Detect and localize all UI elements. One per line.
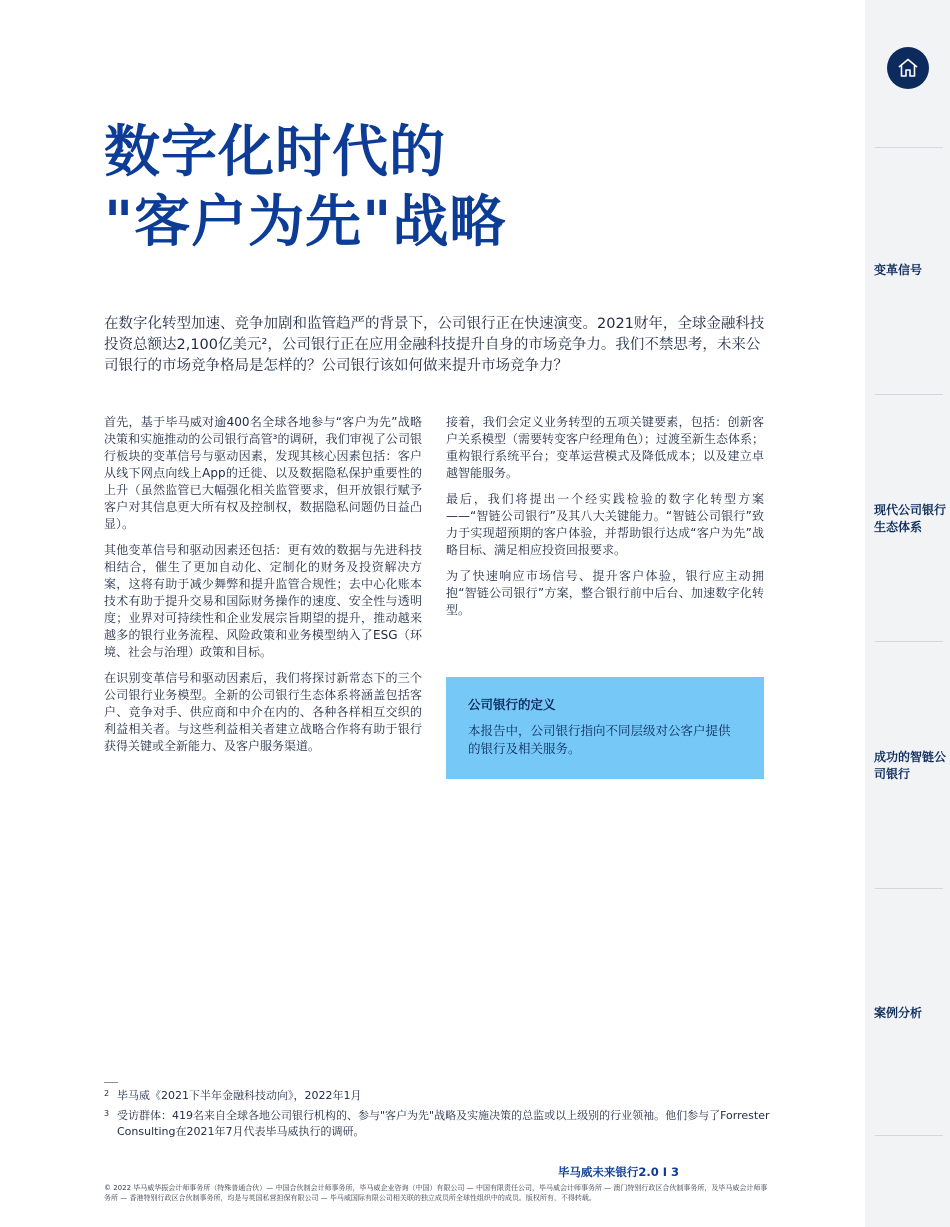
sidebar-divider bbox=[875, 147, 943, 148]
footnote-text: 受访群体：419名来自全球各地公司银行机构的、参与"客户为先"战略及实施决策的总监或以上级别的行业领袖。他们参与了Forrester Consulting在2021年7月代表毕马威执行的调研。 bbox=[117, 1109, 770, 1138]
footnote-number: 2 bbox=[104, 1089, 110, 1098]
copyright-notice: © 2022 毕马威华振会计师事务所（特殊普通合伙）— 中国合伙制会计师事务所，毕马威企业咨询（中国）有限公司 — 中国有限责任公司，毕马威会计师事务所 — 澳门特别行政区合伙制事务所，及毕马威会计师事务所 — 香港特别行政区合伙制事务所，均是与英国私营担保有限公司 — 毕马威国际有限公司相关联的独立成员所全球性组织中的成员。版权所有，不得转载。 bbox=[104, 1184, 768, 1202]
right-paragraph-2: 最后，我们将提出一个经实践检验的数字化转型方案——“智链公司银行”及其八大关键能力。“智链公司银行”致力于实现超预期的客户体验，并帮助银行达成“客户为先”战略目标、满足相应投资回报要求。 bbox=[446, 492, 764, 557]
sidebar-divider bbox=[875, 394, 943, 395]
sidebar-divider bbox=[875, 641, 943, 642]
definition-title: 公司银行的定义 bbox=[468, 697, 556, 712]
page-number-label: 毕马威未来银行2.0 I 3 bbox=[557, 1165, 679, 1179]
sidebar-item-case-studies[interactable]: 案例分析 bbox=[874, 1006, 923, 1020]
home-button[interactable] bbox=[887, 47, 929, 89]
intro-paragraph: 在数字化转型加速、竞争加剧和监管趋严的背景下，公司银行正在快速演变。2021财年，全球金融科技投资总额达2,100亿美元²，公司银行正在应用金融科技提升自身的市场竞争力。我们不禁思考，未来公司银行的市场竞争格局是怎样的？公司银行该如何做来提升市场竞争力？ bbox=[104, 316, 765, 374]
right-paragraph-3: 为了快速响应市场信号、提升客户体验，银行应主动拥抱“智链公司银行”方案，整合银行前中后台、加速数字化转型。 bbox=[446, 569, 764, 617]
definition-body: 本报告中，公司银行指向不同层级对公客户提供的银行及相关服务。 bbox=[468, 723, 731, 756]
page-title bbox=[104, 118, 804, 258]
sidebar-item-ecosystem[interactable]: 现代公司银行生态体系 bbox=[874, 503, 947, 534]
right-column bbox=[446, 414, 764, 628]
sidebar-item-connected-banking[interactable]: 成功的智链公司银行 bbox=[874, 750, 947, 781]
footnote-3 bbox=[104, 1108, 770, 1140]
sidebar-nav bbox=[865, 0, 950, 1227]
left-paragraph-3: 在识别变革信号和驱动因素后，我们将探讨新常态下的三个公司银行业务模型。全新的公司银行生态体系将涵盖包括客户、竞争对手、供应商和中介在内的、各种各样相互交织的利益相关者。与这些利益相关者建立战略合作将有助于银行获得关键或全新能力、及客户服务渠道。 bbox=[104, 671, 422, 753]
left-column bbox=[104, 414, 422, 764]
page-title-line1: 数字化时代的 bbox=[104, 120, 446, 185]
footnote-divider bbox=[104, 1082, 118, 1083]
sidebar-divider bbox=[875, 1135, 943, 1136]
footnote-text: 毕马威《2021下半年金融科技动向》，2022年1月 bbox=[117, 1089, 362, 1102]
left-paragraph-2: 其他变革信号和驱动因素还包括：更有效的数据与先进科技相结合，催生了更加自动化、定制化的财务及投资解决方案，这将有助于减少舞弊和提升监管合规性；去中心化账本技术有助于提升交易和国际财务操作的速度、安全性与透明度；业界对可持续性和企业发展宗旨期望的提升，推动越来越多的银行业务流程、风险政策和业务模型纳入了ESG（环境、社会与治理）政策和目标。 bbox=[104, 543, 422, 659]
footnote-2 bbox=[104, 1088, 770, 1104]
page-title-line2: "客户为先"战略 bbox=[104, 190, 507, 255]
home-icon bbox=[896, 56, 920, 80]
sidebar-divider bbox=[875, 888, 943, 889]
footnote-number: 3 bbox=[104, 1109, 110, 1118]
definition-box bbox=[446, 677, 764, 779]
sidebar-item-change-signals[interactable]: 变革信号 bbox=[874, 263, 923, 277]
right-paragraph-1: 接着，我们会定义业务转型的五项关键要素，包括：创新客户关系模型（需要转变客户经理角色）；过渡至新生态体系；重构银行系统平台；变革运营模式及降低成本；以及建立卓越智能服务。 bbox=[446, 415, 765, 480]
left-paragraph-1: 首先，基于毕马威对逾400名全球各地参与“客户为先”战略决策和实施推动的公司银行高管³的调研，我们审视了公司银行板块的变革信号与驱动因素，发现其核心因素包括：客户从线下网点向线上App的迁徙、以及数据隐私保护重要性的上升（虽然监管已大幅强化相关监管要求，但开放银行赋予客户对其信息更大所有权及控制权，数据隐私问题仍日益凸显）。 bbox=[104, 415, 422, 531]
